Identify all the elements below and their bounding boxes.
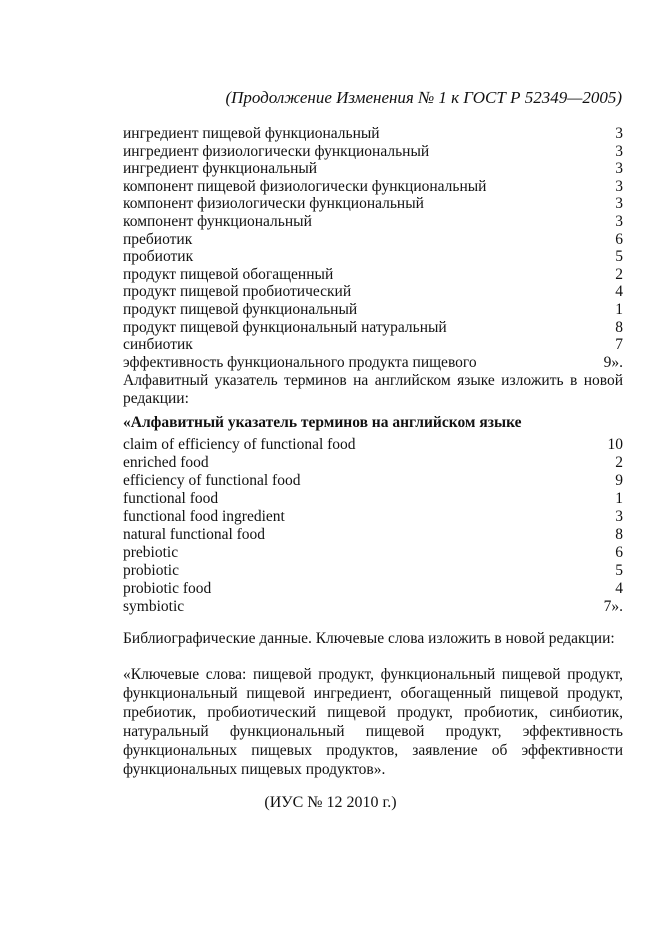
index-page: 2 [615, 265, 623, 283]
index-page: 10 [607, 436, 623, 453]
index-row [123, 160, 623, 178]
index-term: пребиотик [123, 230, 193, 248]
index-term: продукт пищевой функциональный [123, 300, 358, 318]
index-term: ингредиент физиологически функциональный [123, 142, 430, 160]
index-page: 7». [603, 598, 623, 615]
index-term: компонент пищевой физиологически функциональный [123, 177, 487, 195]
index-term: symbiotic [123, 598, 185, 615]
index-term: functional food [123, 490, 219, 507]
index-page: 1 [615, 490, 623, 507]
index-row [123, 231, 623, 249]
index-page: 3 [615, 160, 623, 178]
index-row [123, 508, 623, 526]
index-row [123, 454, 623, 472]
index-page: 1 [615, 300, 623, 318]
index-term: эффективность функционального продукта пищевого [123, 353, 477, 371]
index-row [123, 490, 623, 508]
english-index-intro: Алфавитный указатель терминов на английском языке изложить в новой редакции: [123, 372, 623, 407]
index-term: probiotic food [123, 580, 212, 597]
index-term: пробиотик [123, 248, 194, 266]
index-term: продукт пищевой пробиотический [123, 283, 352, 301]
english-index-heading: «Алфавитный указатель терминов на английском языке [123, 414, 522, 431]
index-row [123, 580, 623, 598]
index-row [123, 526, 623, 544]
english-term-index [123, 436, 623, 616]
index-row [123, 319, 623, 337]
index-row [123, 336, 623, 354]
index-term: синбиотик [123, 336, 193, 354]
index-row [123, 472, 623, 490]
index-page: 6 [615, 230, 623, 248]
index-page: 6 [615, 544, 623, 561]
index-page: 8 [615, 526, 623, 543]
index-page: 3 [615, 177, 623, 195]
index-term: продукт пищевой функциональный натуральный [123, 318, 447, 336]
index-row [123, 354, 623, 372]
index-row [123, 266, 623, 284]
index-term: probiotic [123, 562, 179, 579]
index-term: ингредиент функциональный [123, 160, 318, 178]
keywords-paragraph: «Ключевые слова: пищевой продукт, функциональный пищевой продукт, функциональный пищевой ингредиент, обогащенный пищевой продукт, пребиотик, пробиотический пищевой продукт, пробиотик, синбиотик, натуральный функциональный пищевой продукт, эффективность функциональных пищевых продуктов, заявление об эффективности функциональных пищевых продуктов». [123, 666, 623, 778]
index-term: компонент функциональный [123, 212, 312, 230]
index-row [123, 248, 623, 266]
index-row [123, 178, 623, 196]
index-page: 4 [615, 283, 623, 301]
index-term: компонент физиологически функциональный [123, 195, 424, 213]
index-page: 3 [615, 195, 623, 213]
index-page: 3 [615, 142, 623, 160]
index-page: 3 [615, 125, 623, 142]
index-row [123, 143, 623, 161]
index-row [123, 195, 623, 213]
index-page: 3 [615, 508, 623, 525]
index-page: 5 [615, 562, 623, 579]
page-header: (Продолжение Изменения № 1 к ГОСТ Р 52349—2005) [225, 88, 622, 107]
index-term: natural functional food [123, 526, 266, 543]
index-row [123, 301, 623, 319]
index-page: 3 [615, 212, 623, 230]
index-term: claim of efficiency of functional food [123, 436, 356, 453]
index-term: efficiency of functional food [123, 472, 301, 489]
index-row [123, 562, 623, 580]
index-page: 5 [615, 248, 623, 266]
index-row [123, 544, 623, 562]
index-row [123, 213, 623, 231]
index-page: 9 [615, 472, 623, 489]
index-page: 2 [615, 454, 623, 471]
russian-term-index [123, 125, 623, 371]
index-term: ингредиент пищевой функциональный [123, 125, 380, 142]
index-row [123, 436, 623, 454]
bibliographic-intro: Библиографические данные. Ключевые слова изложить в новой редакции: [123, 630, 615, 647]
index-page: 7 [615, 336, 623, 354]
publication-note: (ИУС № 12 2010 г.) [264, 794, 397, 811]
index-term: продукт пищевой обогащенный [123, 265, 334, 283]
index-term: enriched food [123, 454, 209, 471]
index-term: functional food ingredient [123, 508, 285, 525]
index-row [123, 283, 623, 301]
index-term: prebiotic [123, 544, 179, 561]
index-page: 9». [603, 353, 623, 371]
index-row [123, 598, 623, 616]
index-row [123, 125, 623, 143]
index-page: 4 [615, 580, 623, 597]
index-page: 8 [615, 318, 623, 336]
